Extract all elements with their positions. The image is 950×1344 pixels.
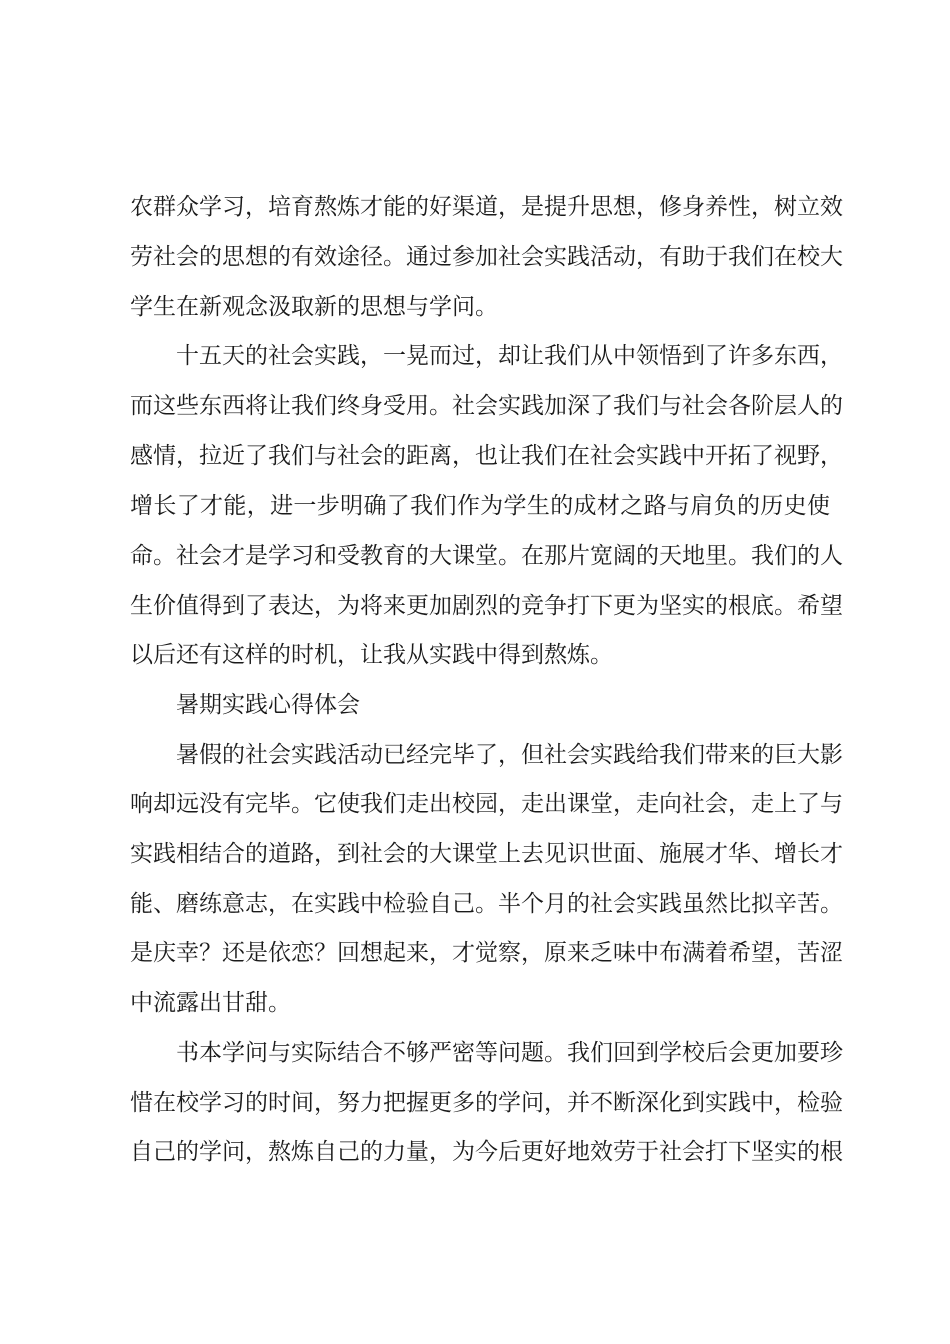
text-line: 生价值得到了表达，为将来更加剧烈的竞争打下更为坚实的根底。希望 — [130, 593, 843, 619]
text-line: 感情，拉近了我们与社会的距离，也让我们在社会实践中开拓了视野， — [130, 443, 843, 469]
text-line: 中流露出甘甜。 — [130, 990, 291, 1016]
text-line: 能、磨练意志，在实践中检验自己。半个月的社会实践虽然比拟辛苦。 — [130, 891, 843, 917]
text-line: 命。社会才是学习和受教育的大课堂。在那片宽阔的天地里。我们的人 — [130, 543, 843, 569]
text-line: 学生在新观念汲取新的思想与学问。 — [130, 294, 498, 320]
text-line: 十五天的社会实践，一晃而过，却让我们从中领悟到了许多东西， — [176, 343, 843, 369]
section-heading: 暑期实践心得体会 — [176, 692, 360, 718]
text-line: 劳社会的思想的有效途径。通过参加社会实践活动，有助于我们在校大 — [130, 244, 843, 270]
text-line: 书本学问与实际结合不够严密等问题。我们回到学校后会更加要珍 — [176, 1040, 843, 1066]
text-line: 增长了才能，进一步明确了我们作为学生的成材之路与肩负的历史使 — [130, 493, 830, 519]
text-line: 是庆幸？还是依恋？回想起来，才觉察，原来乏味中布满着希望，苦涩 — [130, 940, 843, 966]
text-line: 农群众学习，培育熬炼才能的好渠道，是提升思想，修身养性，树立效 — [130, 194, 843, 220]
text-line: 响却远没有完毕。它使我们走出校园，走出课堂，走向社会，走上了与 — [130, 791, 843, 817]
text-line: 实践相结合的道路，到社会的大课堂上去见识世面、施展才华、增长才 — [130, 841, 843, 867]
text-line: 暑假的社会实践活动已经完毕了，但社会实践给我们带来的巨大影 — [176, 742, 843, 768]
text-line: 自己的学问，熬炼自己的力量，为今后更好地效劳于社会打下坚实的根 — [130, 1139, 843, 1165]
text-line: 而这些东西将让我们终身受用。社会实践加深了我们与社会各阶层人的 — [130, 393, 843, 419]
text-line: 惜在校学习的时间，努力把握更多的学问，并不断深化到实践中，检验 — [130, 1090, 843, 1116]
text-line: 以后还有这样的时机，让我从实践中得到熬炼。 — [130, 642, 613, 668]
